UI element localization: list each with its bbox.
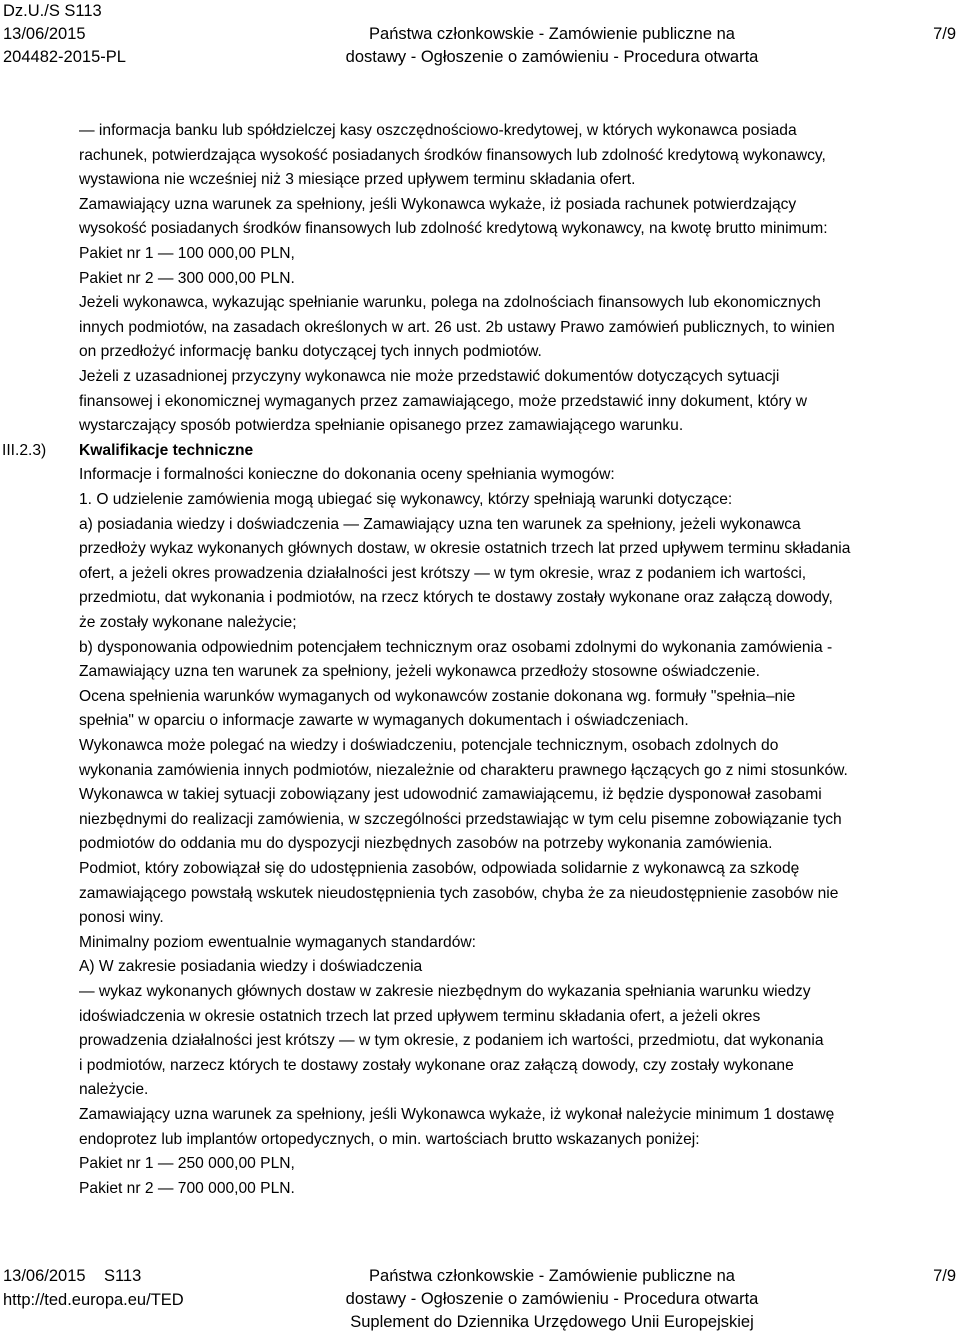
text-line: rachunek, potwierdzająca wysokość posiadanych środków finansowych lub zdolność kredytową wykonawcy, [79,146,826,164]
header-title-line2: dostawy - Ogłoszenie o zamówieniu - Procedura otwarta [345,48,759,66]
text-line: — informacja banku lub spółdzielczej kasy oszczędnościowo-kredytowej, w których wykonawca posiada [79,122,797,139]
page-header [0,0,960,70]
footer-date: 13/06/2015 [3,1267,86,1285]
text-line: idoświadczenia w okresie ostatnich trzech lat przed upływem terminu składania ofert, a jeżeli okres [79,1007,761,1025]
text-line: Informacje i formalności konieczne do dokonania oceny spełniania wymogów: [79,466,615,484]
text-line: A) W zakresie posiadania wiedzy i doświadczenia [79,958,423,976]
text-line: ponosi winy. [79,909,164,927]
text-line: wysokość posiadanych środków finansowych lub zdolność kredytową wykonawcy, na kwotę brutto minimum: [79,220,828,238]
text-line: ofert, a jeżeli okres prowadzenia działalności jest krótszy — w tym okresie, wraz z podaniem ich wartości, [79,564,807,582]
text-line: Wykonawca w takiej sytuacji zobowiązany jest udowodnić zamawiającemu, iż będzie dysponował zasobami [79,786,822,804]
text-line: Jeżeli z uzasadnionej przyczyny wykonawca nie może przedstawić dokumentów dotyczących sytuacji [79,368,780,385]
text-line: Zamawiający uzna warunek za spełniony, jeśli Wykonawca wykaże, iż posiada rachunek potwierdzający [79,195,797,213]
footer-series: S113 [103,1267,142,1285]
text-line: i podmiotów, narzecz których te dostawy zostały wykonane oraz załączą dowody, czy zostały wykonane [79,1056,794,1074]
text-line: wykonania zamówienia innych podmiotów, niezależnie od charakteru prawnego łączących go z nimi stosunków. [79,761,848,779]
text-line: Minimalny poziom ewentualnie wymaganych standardów: [79,933,476,951]
text-line: wystarczający sposób potwierdza spełnianie opisanego przez zamawiającego warunku. [79,417,684,435]
header-doc-id: 204482-2015-PL [3,48,126,66]
footer-url[interactable]: http://ted.europa.eu/TED [3,1291,184,1309]
text-line: a) posiadania wiedzy i doświadczenia — Zamawiający uzna ten warunek za spełniony, jeżeli wykonawca [79,515,801,533]
header-left [3,0,126,69]
footer-page-number: 7/9 [933,1267,956,1285]
text-line: Podmiot, który zobowiązał się do udostępnienia zasobów, odpowiada solidarnie z wykonawcą za szkodę [79,860,800,877]
text-line: zamawiającego powstałą wskutek nieudostępnienia tych zasobów, chyba że za nieudostępnienie zasobów nie [79,884,839,902]
header-journal-ref: Dz.U./S S113 [3,2,102,20]
text-line: on przedłożyć informację banku dotyczącej tych innych podmiotów. [79,343,542,361]
footer-title-line3: Suplement do Dziennika Urzędowego Unii Europejskiej [350,1313,754,1331]
text-line: Zamawiający uzna warunek za spełniony, jeśli Wykonawca wykaże, iż wykonał należycie minimum 1 dostawę [79,1106,835,1123]
header-date: 13/06/2015 [3,25,86,43]
text-line: Jeżeli wykonawca, wykazując spełnianie warunku, polega na zdolnościach finansowych lub ekonomicznych [79,294,821,312]
text-line: niezbędnymi do realizacji zamówienia, w szczególności przedstawiając w tym celu pisemne zobowiązanie tych [79,810,842,828]
text-line: Ocena spełnienia warunków wymaganych od wykonawców zostanie dokonana wg. formuły "spełnia–nie [79,687,796,705]
footer-title [280,1265,824,1334]
text-line: że zostały wykonane należycie; [79,614,297,631]
text-line: — wykaz wykonanych głównych dostaw w zakresie niezbędnym do wykazania spełniania warunku wiedzy [79,983,811,1000]
text-line: Pakiet nr 1 — 100 000,00 PLN, [79,245,295,262]
text-line: przedłoży wykaz wykonanych głównych dostaw, w okresie ostatnich trzech lat przed upływem terminu składania [79,540,851,558]
text-line: 1. O udzielenie zamówienia mogą ubiegać się wykonawcy, którzy spełniają warunki dotyczące: [79,491,733,508]
section-heading: Kwalifikacje techniczne [79,441,254,459]
page-footer [0,1261,960,1334]
text-line: innych podmiotów, na zasadach określonych w art. 26 ust. 2b ustawy Prawo zamówień publicznych, to winien [79,318,835,336]
text-line: Wykonawca może polegać na wiedzy i doświadczeniu, potencjale technicznym, osobach zdolnych do [79,737,779,754]
header-title-line1: Państwa członkowskie - Zamówienie publiczne na [369,25,735,43]
text-line: Zamawiający uzna ten warunek za spełniony, jeżeli wykonawca przedłoży stosowne oświadczenie. [79,663,760,681]
text-line: Pakiet nr 1 — 250 000,00 PLN, [79,1155,295,1173]
footer-date-series [3,1265,141,1288]
text-line: prowadzenia działalności jest krótszy — w tym okresie, z podaniem ich wartości, przedmiotu, dat wykonania [79,1032,824,1050]
text-line: Pakiet nr 2 — 300 000,00 PLN. [79,269,295,287]
text-line: endoprotez lub implantów ortopedycznych, o min. wartościach brutto wskazanych poniżej: [79,1130,700,1148]
text-line: należycie. [79,1081,149,1099]
text-line: podmiotów do oddania mu do dyspozycji niezbędnych zasobów na potrzeby wykonania zamówienia. [79,835,773,853]
text-line: Pakiet nr 2 — 700 000,00 PLN. [79,1179,295,1197]
text-line: wystawiona nie wcześniej niż 3 miesiące przed upływem terminu składania ofert. [79,171,636,189]
text-line: spełnia" w oparciu o informacje zawarte w wymaganych dokumentach i oświadczeniach. [79,712,689,730]
text-line: finansowej i ekonomicznej wymaganych przez zamawiającego, może przedstawić inny dokument, który w [79,392,808,410]
text-line: przedmiotu, dat wykonania i podmiotów, na rzecz których te dostawy zostały wykonane oraz załączą dowody, [79,589,833,607]
footer-title-line1: Państwa członkowskie - Zamówienie publiczne na [369,1267,735,1285]
header-title [280,23,824,69]
header-page-number: 7/9 [933,25,956,43]
footer-title-line2: dostawy - Ogłoszenie o zamówieniu - Procedura otwarta [345,1290,759,1308]
text-line: b) dysponowania odpowiednim potencjałem technicznym oraz osobami zdolnymi do wykonania zamówienia - [79,638,833,656]
section-number: III.2.3) [2,441,47,459]
